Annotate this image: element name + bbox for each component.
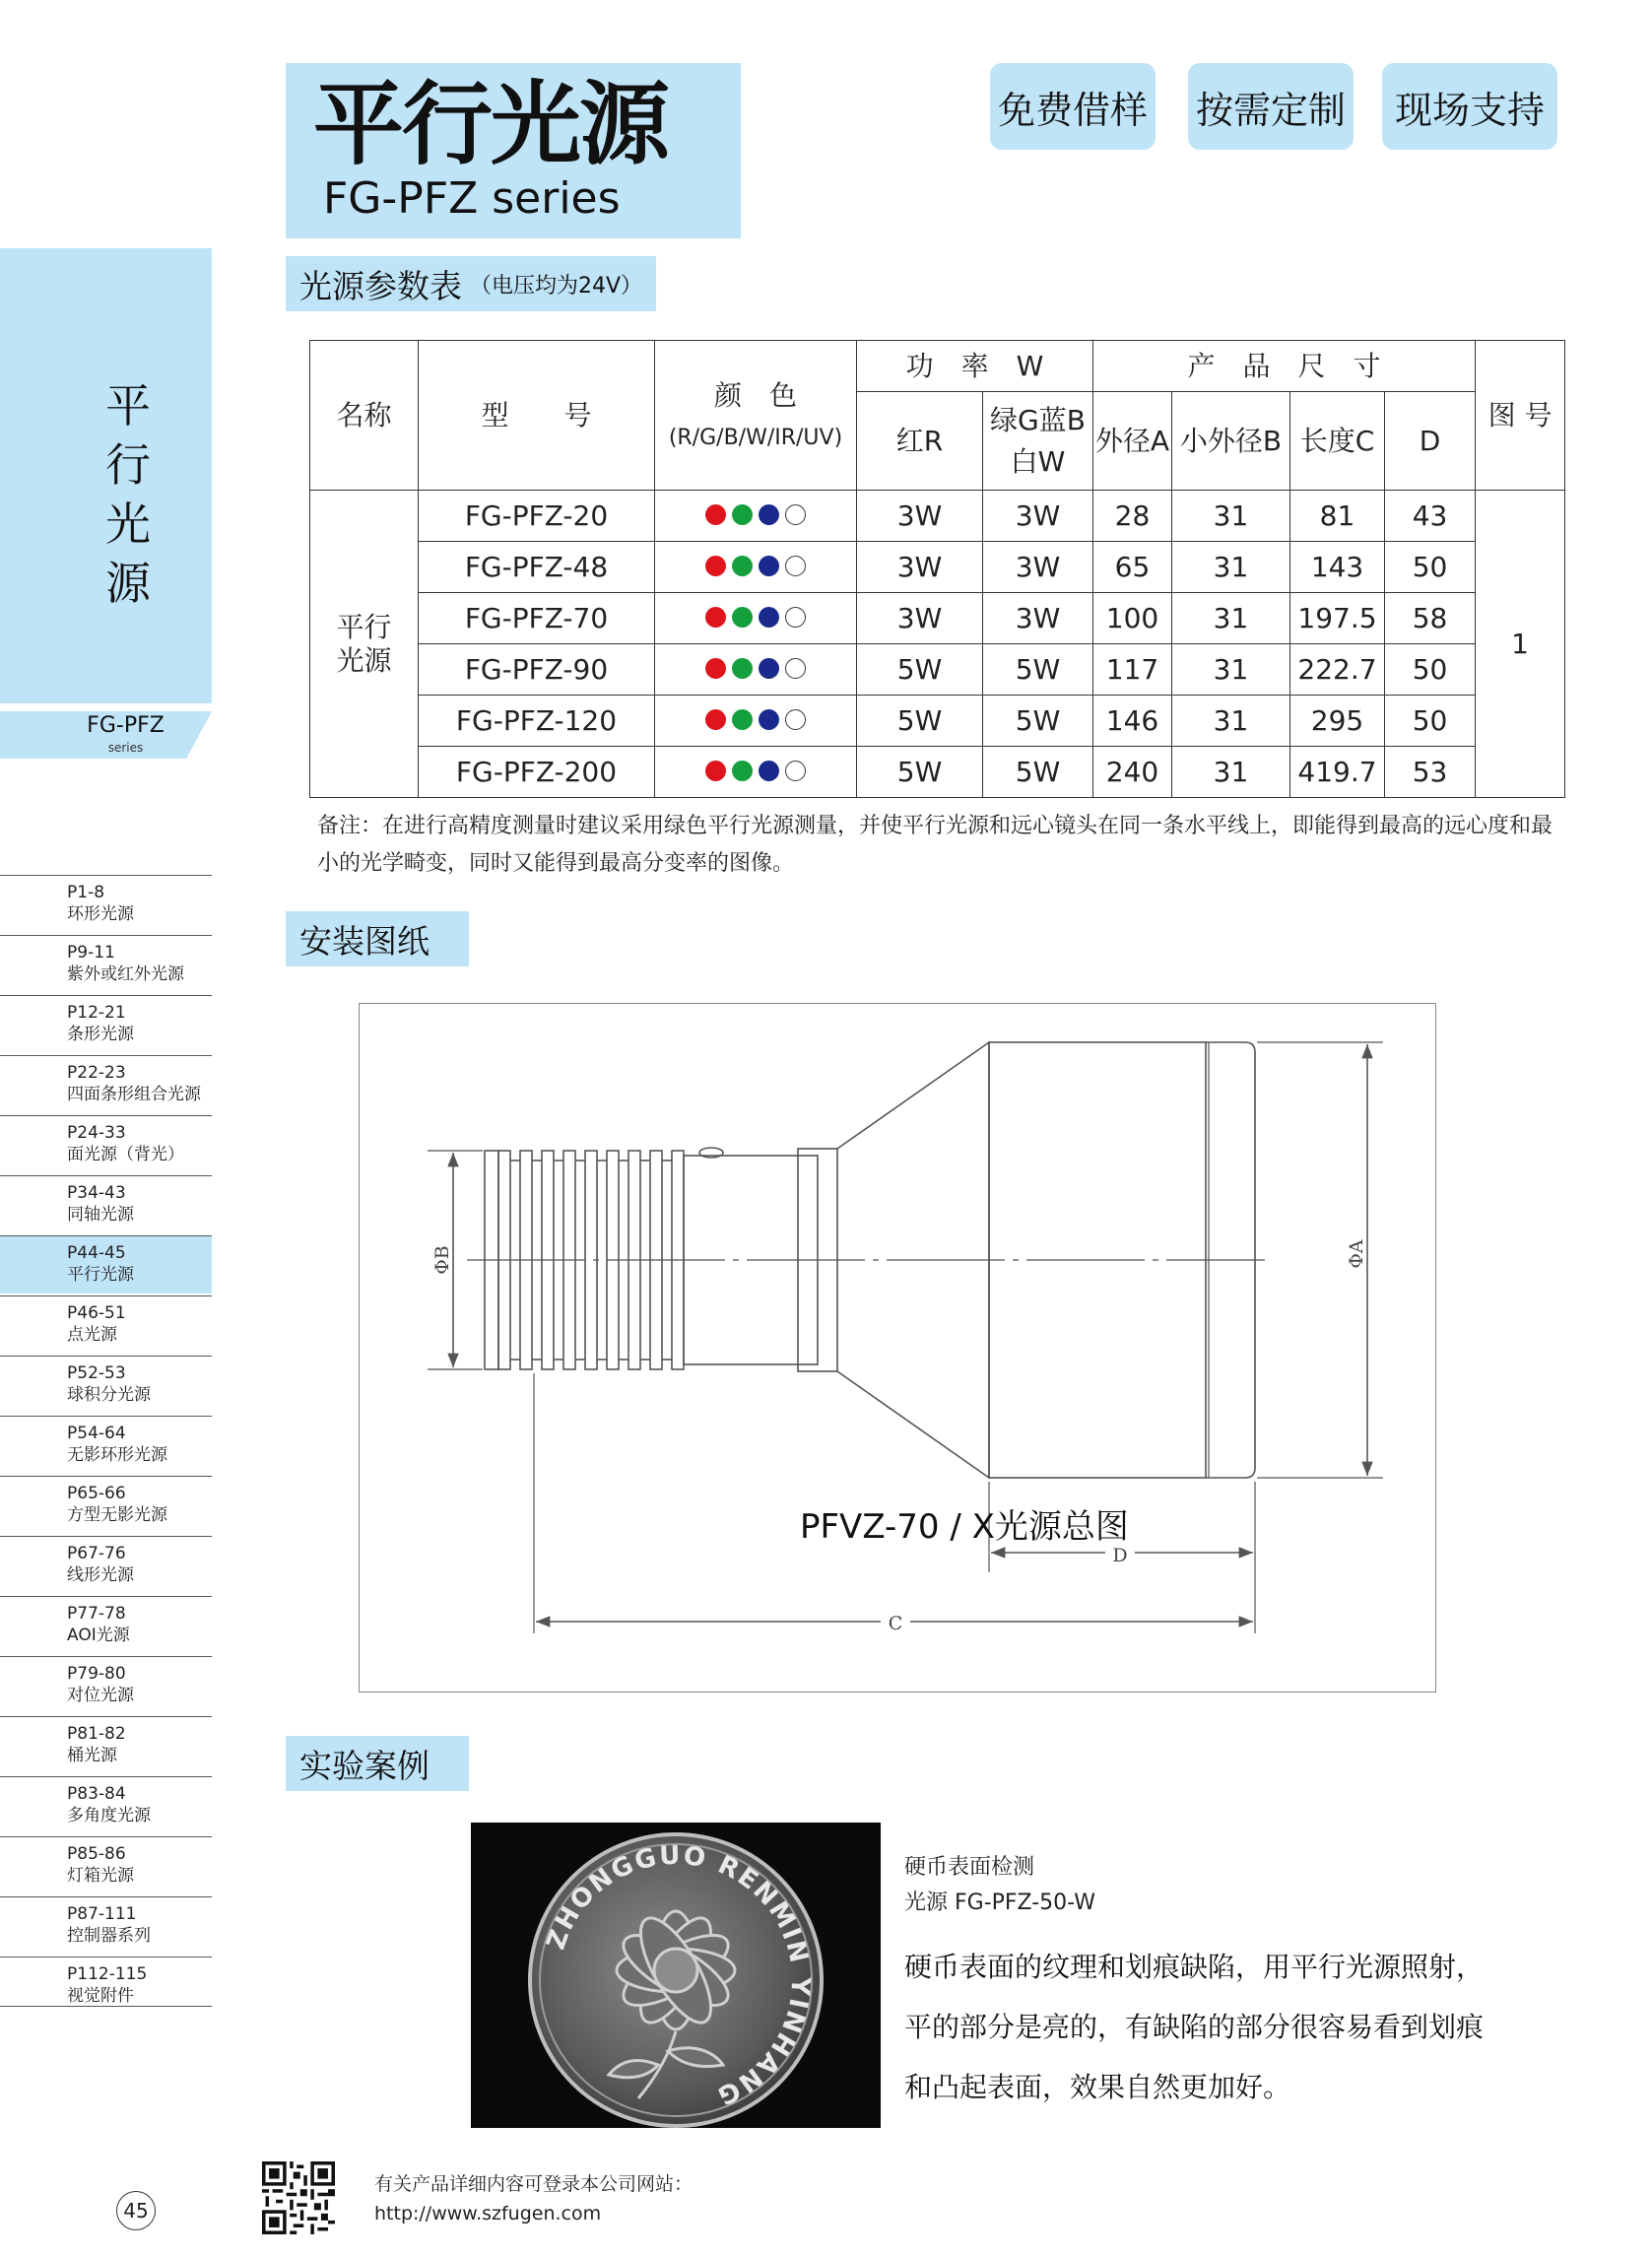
sidebar-nav-pages: P67-76: [67, 1544, 126, 1563]
table-row: [310, 644, 1565, 696]
sidebar-nav-name: 平行光源: [67, 1265, 134, 1285]
free-sample-tag: 免费借样: [990, 63, 1156, 150]
page-title: 平行光源: [313, 72, 669, 177]
size-b-cell: 31: [1172, 696, 1290, 747]
size-b-cell: 31: [1172, 491, 1290, 542]
header-model: 型 号: [419, 341, 655, 491]
table-row: [310, 593, 1565, 644]
dim-label-c: C: [888, 1613, 903, 1634]
sidebar-nav-name: 灯箱光源: [67, 1866, 134, 1886]
power-gbw-cell: 5W: [983, 696, 1093, 747]
power-gbw-cell: 5W: [983, 644, 1093, 696]
red-dot-icon: [705, 504, 726, 525]
onsite-support-tag: 现场支持: [1382, 63, 1557, 150]
sidebar-nav-pages: P77-78: [67, 1604, 126, 1624]
green-dot-icon: [732, 556, 753, 576]
coin-image: [471, 1823, 881, 2128]
power-gbw-cell: 5W: [983, 747, 1093, 798]
sidebar-nav-name: 方型无影光源: [67, 1505, 167, 1525]
power-red-cell: 3W: [857, 593, 983, 644]
blue-dot-icon: [759, 709, 779, 730]
sidebar-nav-name: 线形光源: [67, 1565, 134, 1585]
size-c-cell: 222.7: [1290, 644, 1385, 696]
sidebar-nav-item[interactable]: [0, 875, 212, 933]
sidebar-nav-name: 四面条形组合光源: [67, 1085, 201, 1104]
size-a-cell: 28: [1093, 491, 1172, 542]
green-dot-icon: [732, 504, 753, 525]
sidebar-nav-item[interactable]: [0, 1716, 212, 1774]
custom-made-tag: 按需定制: [1188, 63, 1354, 150]
model-cell: FG-PFZ-48: [419, 542, 655, 593]
footer-website-label: 有关产品详细内容可登录本公司网站：: [374, 2173, 694, 2195]
color-dots-cell: [655, 696, 857, 747]
drawing-caption: PFVZ-70 / X光源总图: [800, 1507, 1129, 1547]
section-header-case: [286, 1736, 469, 1791]
white-dot-icon: [785, 607, 806, 628]
sidebar-nav-end-line: [0, 2006, 212, 2007]
sidebar-nav-item[interactable]: [0, 1055, 212, 1113]
sidebar-series-sub: series: [107, 741, 144, 755]
sidebar-nav-item[interactable]: [0, 1295, 212, 1354]
sidebar-nav-name: 控制器系列: [67, 1926, 151, 1946]
power-red-cell: 3W: [857, 491, 983, 542]
blue-dot-icon: [759, 761, 779, 781]
sidebar-nav-name: 对位光源: [67, 1686, 134, 1705]
size-a-cell: 65: [1093, 542, 1172, 593]
size-c-cell: 143: [1290, 542, 1385, 593]
table-note: 备注：在进行高精度测量时建议采用绿色平行光源测量，并使平行光源和远心镜头在同一条水平线上，即能得到最高的远心度和最小的光学畸变，同时又能得到最高分变率的图像。: [317, 814, 1553, 876]
sidebar-nav-pages: P12-21: [67, 1003, 126, 1023]
size-b-cell: 31: [1172, 644, 1290, 696]
sidebar-nav-item[interactable]: [0, 1776, 212, 1834]
sidebar-nav-pages: P81-82: [67, 1724, 126, 1744]
sidebar-nav-name: 无影环形光源: [67, 1445, 167, 1465]
model-cell: FG-PFZ-20: [419, 491, 655, 542]
white-dot-icon: [785, 658, 806, 679]
installation-drawing: [359, 1003, 1436, 1693]
sidebar-nav-name: 视觉附件: [67, 1986, 134, 2006]
power-red-cell: 5W: [857, 644, 983, 696]
sidebar-nav-item[interactable]: [0, 1476, 212, 1534]
sidebar-nav-pages: P54-64: [67, 1424, 126, 1443]
color-dots-cell: [655, 747, 857, 798]
sidebar-nav-pages: P87-111: [67, 1904, 137, 1924]
color-dots-cell: [655, 491, 857, 542]
case-title: 硬币表面检测: [904, 1855, 1035, 1880]
group-name-line-1: 平行: [336, 610, 392, 643]
sidebar-nav-name: 紫外或红外光源: [67, 964, 184, 984]
green-dot-icon: [732, 658, 753, 679]
sidebar-nav: [0, 875, 212, 2017]
sidebar-nav-name: 球积分光源: [67, 1385, 151, 1405]
color-dots-cell: [655, 542, 857, 593]
size-b-cell: 31: [1172, 747, 1290, 798]
sidebar-nav-item[interactable]: [0, 935, 212, 993]
sidebar-nav-name: 多角度光源: [67, 1806, 151, 1826]
sidebar-nav-item[interactable]: [0, 1175, 212, 1233]
size-c-cell: 81: [1290, 491, 1385, 542]
sidebar-nav-pages: P65-66: [67, 1484, 126, 1503]
case-description: 硬币表面的纹理和划痕缺陷，用平行光源照射，平的部分是亮的，有缺陷的部分很容易看到划痕和凸起表面，效果自然更加好。: [904, 1951, 1485, 2103]
param-rows: [310, 491, 1565, 798]
sidebar-nav-item[interactable]: [0, 1235, 212, 1294]
size-c-cell: 197.5: [1290, 593, 1385, 644]
header-color-label: 颜 色: [713, 378, 797, 412]
header-size-d: D: [1385, 392, 1476, 491]
sidebar-nav-pages: P112-115: [67, 1964, 148, 1984]
sidebar-nav-pages: P85-86: [67, 1844, 126, 1864]
sidebar-nav-pages: P79-80: [67, 1664, 126, 1684]
power-red-cell: 3W: [857, 542, 983, 593]
table-row: [310, 542, 1565, 593]
sidebar-nav-name: 环形光源: [67, 904, 134, 924]
sidebar-nav-name: 点光源: [67, 1325, 117, 1345]
sidebar-nav-item[interactable]: [0, 1115, 212, 1173]
sidebar-nav-item[interactable]: [0, 1836, 212, 1894]
coin-inscription: ZHONGGUO RENMIN YINHANG: [541, 1840, 816, 2111]
sidebar-nav-name: 桶光源: [67, 1746, 117, 1765]
table-row: [310, 747, 1565, 798]
sidebar-series-code: FG-PFZ: [87, 713, 165, 738]
section-header-install: [286, 911, 469, 966]
model-cell: FG-PFZ-70: [419, 593, 655, 644]
case-light-model: 光源 FG-PFZ-50-W: [904, 1891, 1095, 1915]
sidebar-nav-item[interactable]: [0, 1536, 212, 1594]
header-power-gbw: [983, 392, 1093, 491]
table-row: [310, 491, 1565, 542]
sidebar-nav-item[interactable]: [0, 1896, 212, 1955]
header-size: 产 品 尺 寸: [1093, 341, 1476, 392]
fig-number-cell: 1: [1476, 491, 1565, 798]
power-red-cell: 5W: [857, 747, 983, 798]
header-color: [655, 341, 857, 491]
sidebar-nav-pages: P46-51: [67, 1303, 126, 1323]
header-fig: 图 号: [1476, 341, 1565, 491]
dim-label-b: ΦB: [431, 1245, 453, 1275]
dim-label-d: D: [1112, 1545, 1128, 1566]
table-row: [310, 696, 1565, 747]
size-a-cell: 100: [1093, 593, 1172, 644]
power-red-cell: 5W: [857, 696, 983, 747]
header-size-b: 小外径B: [1172, 392, 1290, 491]
sidebar-nav-name: 面光源（背光）: [67, 1145, 184, 1164]
size-a-cell: 117: [1093, 644, 1172, 696]
white-dot-icon: [785, 504, 806, 525]
model-cell: FG-PFZ-90: [419, 644, 655, 696]
section-title-case: 实验案例: [299, 1746, 430, 1785]
header-color-sub: (R/G/B/W/IR/UV): [668, 426, 843, 451]
color-dots-cell: [655, 593, 857, 644]
green-dot-icon: [732, 709, 753, 730]
qr-code-icon: [262, 2161, 335, 2234]
header-power-gbw-2: 白W: [1010, 444, 1066, 478]
size-d-cell: 50: [1385, 644, 1476, 696]
param-table: [309, 340, 1565, 798]
sidebar-nav-item[interactable]: [0, 1656, 212, 1714]
dim-label-a: ΦA: [1346, 1239, 1367, 1269]
header-power-red: 红R: [857, 392, 983, 491]
header-name: 名称: [310, 341, 419, 491]
size-d-cell: 58: [1385, 593, 1476, 644]
size-d-cell: 53: [1385, 747, 1476, 798]
red-dot-icon: [705, 556, 726, 576]
sidebar-nav-pages: P34-43: [67, 1183, 126, 1203]
sidebar-nav-pages: P44-45: [67, 1243, 126, 1263]
header-power: 功 率 W: [857, 341, 1093, 392]
sidebar-nav-item[interactable]: [0, 1596, 212, 1654]
sidebar-nav-pages: P52-53: [67, 1363, 126, 1383]
blue-dot-icon: [759, 504, 779, 525]
group-name-cell: [310, 491, 419, 798]
power-gbw-cell: 3W: [983, 593, 1093, 644]
group-name-line-2: 光源: [336, 643, 392, 677]
model-cell: FG-PFZ-200: [419, 747, 655, 798]
sidebar-nav-pages: P9-11: [67, 943, 115, 963]
voltage-note: （电压均为24V）: [470, 273, 643, 299]
sidebar-nav-item[interactable]: [0, 995, 212, 1053]
sidebar-nav-pages: P22-23: [67, 1063, 126, 1083]
blue-dot-icon: [759, 658, 779, 679]
red-dot-icon: [705, 761, 726, 781]
sidebar-nav-name: AOI光源: [67, 1626, 130, 1645]
sidebar-nav-pages: P1-8: [67, 883, 105, 902]
power-gbw-cell: 3W: [983, 542, 1093, 593]
size-d-cell: 50: [1385, 542, 1476, 593]
sidebar-nav-item[interactable]: [0, 1416, 212, 1474]
size-b-cell: 31: [1172, 593, 1290, 644]
power-gbw-cell: 3W: [983, 491, 1093, 542]
section-title-install: 安装图纸: [299, 921, 430, 961]
size-a-cell: 146: [1093, 696, 1172, 747]
green-dot-icon: [732, 607, 753, 628]
sidebar-nav-pages: P83-84: [67, 1784, 126, 1804]
size-d-cell: 43: [1385, 491, 1476, 542]
blue-dot-icon: [759, 607, 779, 628]
white-dot-icon: [785, 709, 806, 730]
sidebar-category-label: 平行光源: [105, 379, 151, 610]
footer-website-url[interactable]: http://www.szfugen.com: [374, 2203, 602, 2224]
size-c-cell: 295: [1290, 696, 1385, 747]
red-dot-icon: [705, 607, 726, 628]
size-b-cell: 31: [1172, 542, 1290, 593]
blue-dot-icon: [759, 556, 779, 576]
size-a-cell: 240: [1093, 747, 1172, 798]
green-dot-icon: [732, 761, 753, 781]
page-number: 45: [116, 2191, 156, 2230]
size-c-cell: 419.7: [1290, 747, 1385, 798]
sidebar-nav-item[interactable]: [0, 1356, 212, 1414]
color-dots-cell: [655, 644, 857, 696]
section-header-params: [286, 256, 656, 311]
coin-photo: [471, 1823, 881, 2128]
header-power-gbw-1: 绿G蓝B: [990, 403, 1086, 436]
sidebar-nav-pages: P24-33: [67, 1123, 126, 1143]
white-dot-icon: [785, 761, 806, 781]
model-cell: FG-PFZ-120: [419, 696, 655, 747]
page-subtitle: FG-PFZ series: [323, 173, 621, 224]
section-title-params: 光源参数表: [299, 266, 462, 305]
header-size-c: 长度C: [1290, 392, 1385, 491]
sidebar-nav-name: 条形光源: [67, 1025, 134, 1044]
header-size-a: 外径A: [1093, 392, 1172, 491]
size-d-cell: 50: [1385, 696, 1476, 747]
red-dot-icon: [705, 709, 726, 730]
white-dot-icon: [785, 556, 806, 576]
sidebar-nav-name: 同轴光源: [67, 1205, 134, 1225]
red-dot-icon: [705, 658, 726, 679]
